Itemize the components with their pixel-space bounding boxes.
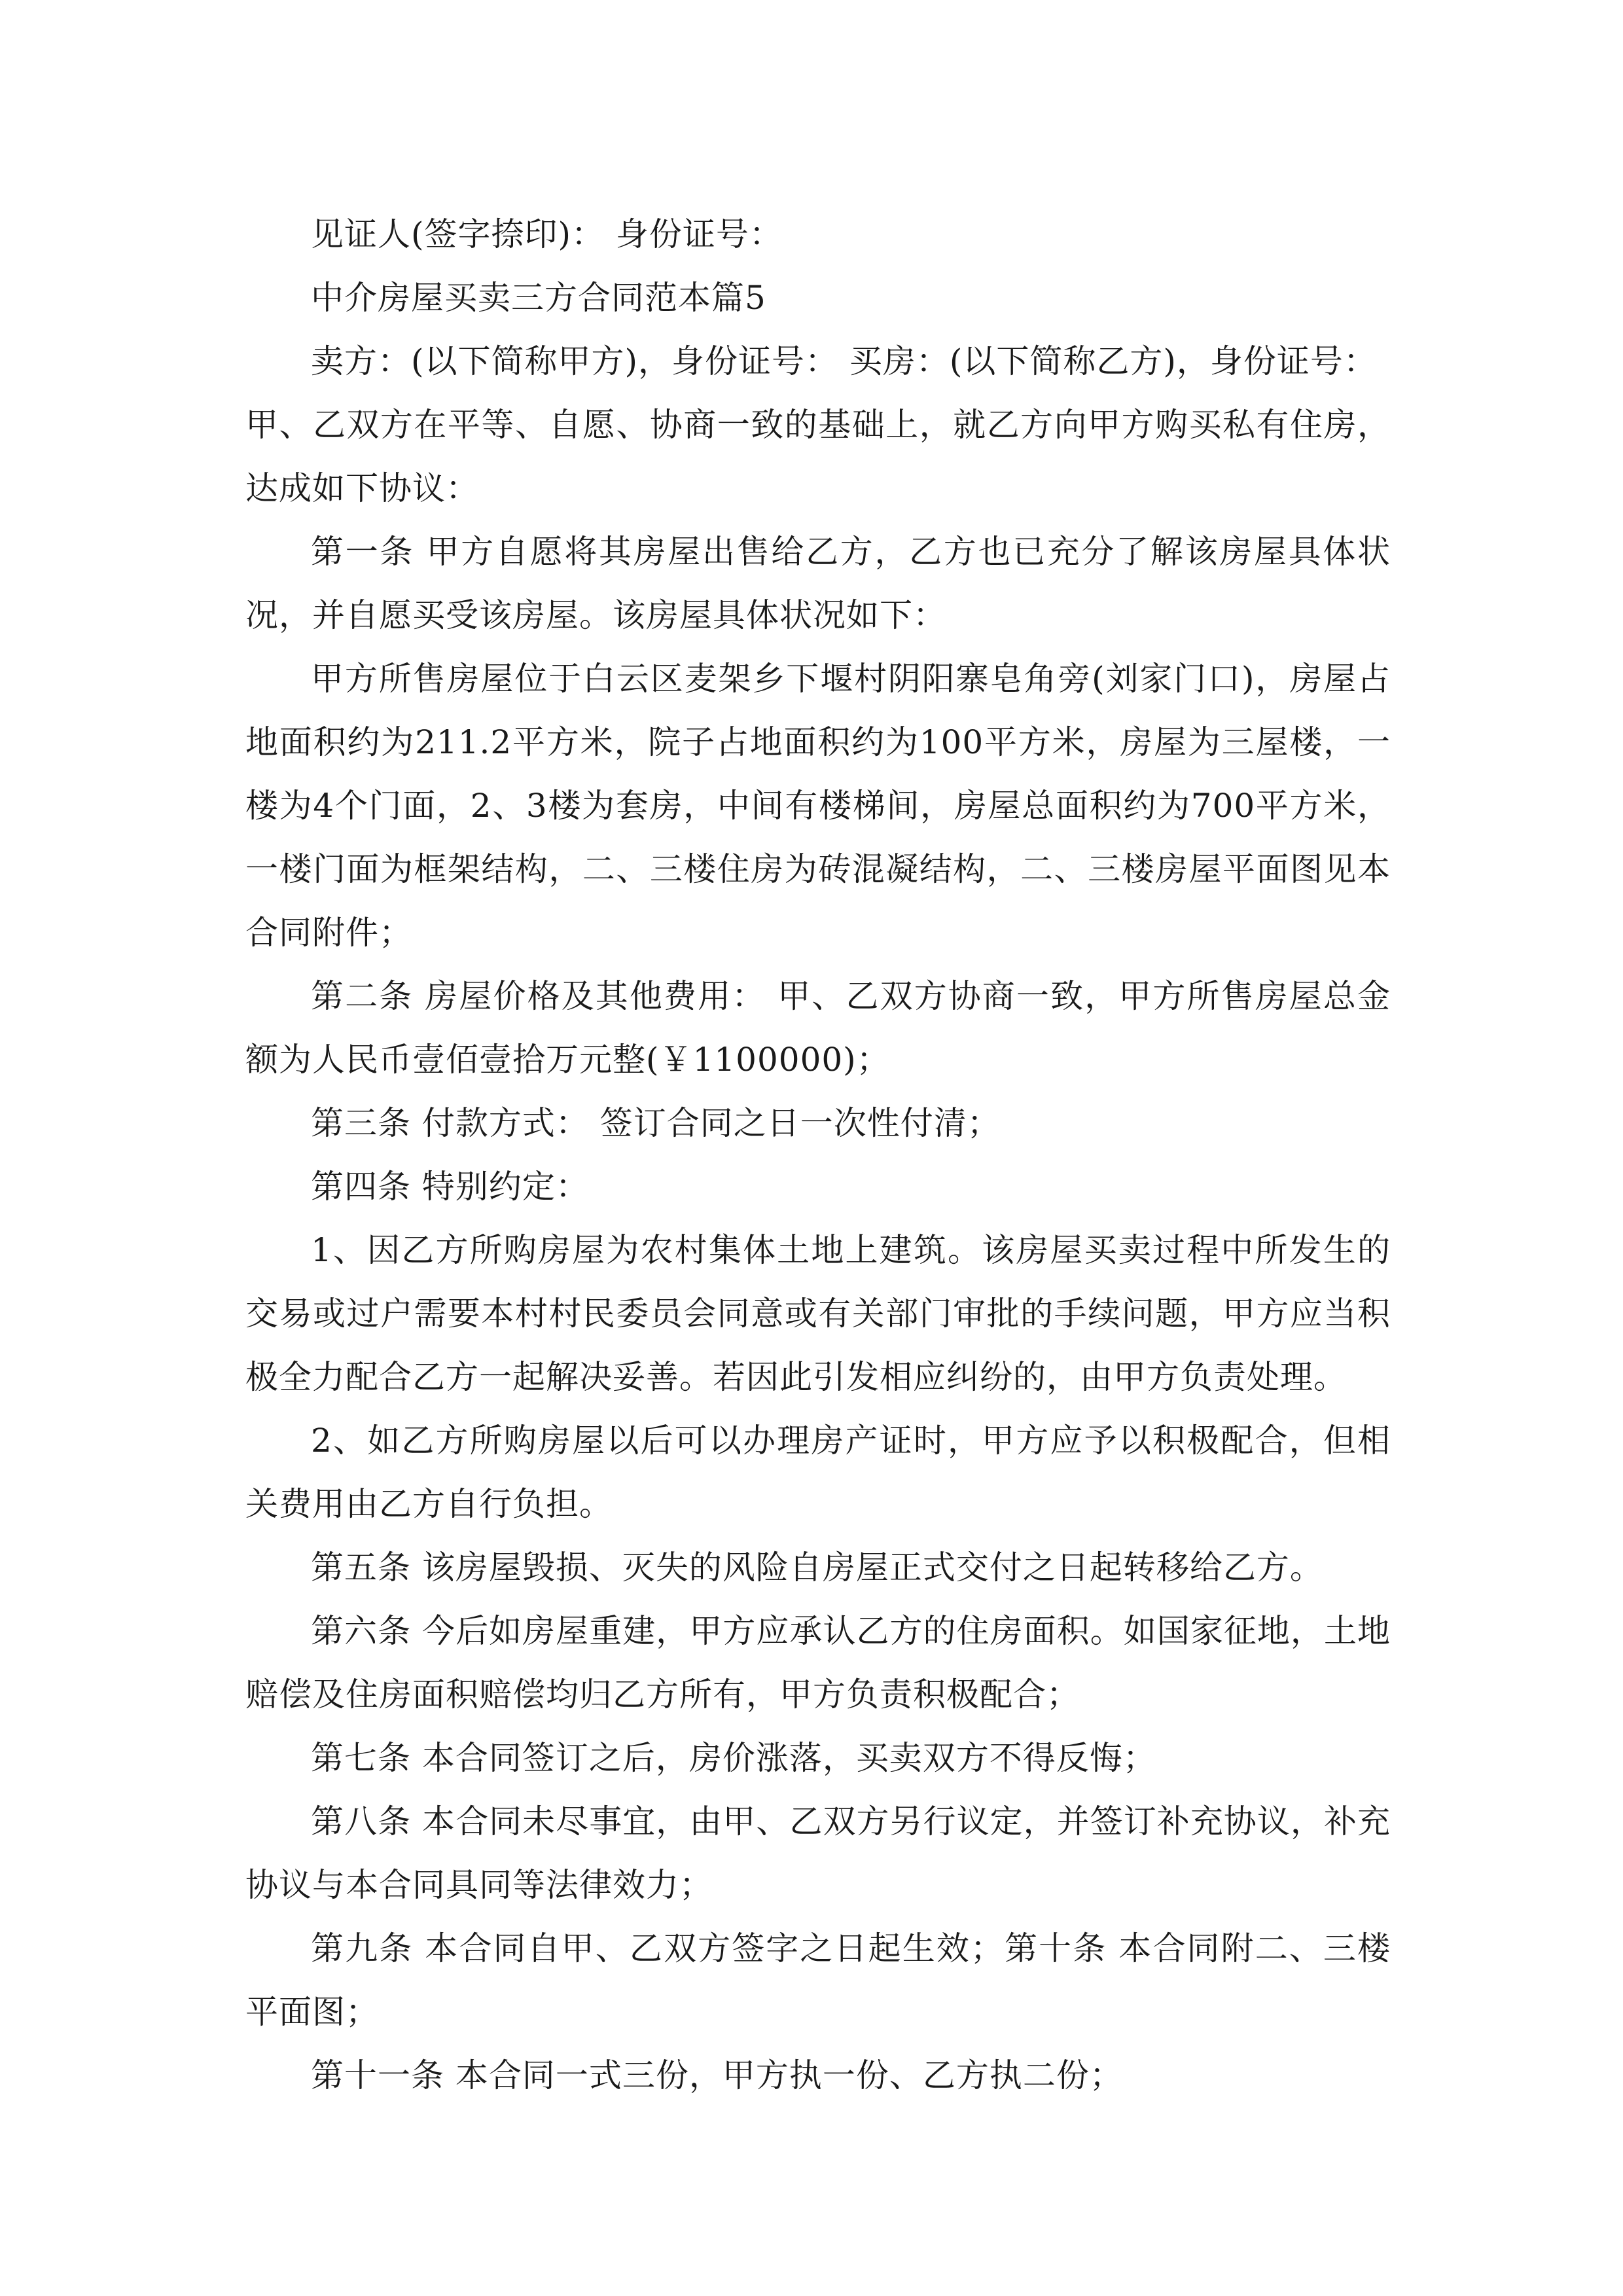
- document-body: [245, 203, 1391, 2108]
- property-description: 甲方所售房屋位于白云区麦架乡下堰村阴阳寨皂角旁(刘家门口)，房屋占地面积约为211.2平方米，院子占地面积约为100平方米，房屋为三屋楼，一楼为4个门面，2、3楼为套房，中间有楼梯间，房屋总面积约为700平方米，一楼门面为框架结构，二、三楼住房为砖混凝结构，二、三楼房屋平面图见本合同附件；: [245, 660, 1391, 952]
- section-title: 中介房屋买卖三方合同范本篇5: [311, 279, 766, 317]
- witness-signature-line: 见证人(签字捺印)： 身份证号：: [311, 215, 783, 253]
- article-1: 第一条 甲方自愿将其房屋出售给乙方，乙方也已充分了解该房屋具体状况，并自愿买受该房屋。该房屋具体状况如下：: [245, 533, 1391, 634]
- article-4-clause-1: 1、因乙方所购房屋为农村集体土地上建筑。该房屋买卖过程中所发生的交易或过户需要本村村民委员会同意或有关部门审批的手续问题，甲方应当积极全力配合乙方一起解决妥善。若因此引发相应纠纷的，由甲方负责处理。: [245, 1231, 1391, 1396]
- article-9-10: 第九条 本合同自甲、乙双方签字之日起生效；第十条 本合同附二、三楼平面图；: [245, 1929, 1391, 2031]
- article-4-clause-2: 2、如乙方所购房屋以后可以办理房产证时，甲方应予以积极配合，但相关费用由乙方自行负担。: [245, 1422, 1391, 1523]
- article-2: 第二条 房屋价格及其他费用： 甲、乙双方协商一致，甲方所售房屋总金额为人民币壹佰壹拾万元整(￥1100000)；: [245, 977, 1391, 1079]
- article-8: 第八条 本合同未尽事宜，由甲、乙双方另行议定，并签订补充协议，补充协议与本合同具同等法律效力；: [245, 1803, 1391, 1904]
- parties-line: 卖方：(以下简称甲方)，身份证号： 买房：(以下简称乙方)，身份证号：: [311, 342, 1377, 380]
- article-11: 第十一条 本合同一式三份，甲方执一份、乙方执二份；: [311, 2056, 1123, 2094]
- article-6: 第六条 今后如房屋重建，甲方应承认乙方的住房面积。如国家征地，土地赔偿及住房面积赔偿均归乙方所有，甲方负责积极配合；: [245, 1612, 1391, 1713]
- preamble-paragraph: 甲、乙双方在平等、自愿、协商一致的基础上，就乙方向甲方购买私有住房，达成如下协议：: [245, 406, 1391, 507]
- article-7: 第七条 本合同签订之后，房价涨落，买卖双方不得反悔；: [311, 1739, 1156, 1777]
- article-3: 第三条 付款方式： 签订合同之日一次性付清；: [311, 1104, 1001, 1142]
- article-5: 第五条 该房屋毁损、灭失的风险自房屋正式交付之日起转移给乙方。: [311, 1549, 1323, 1587]
- article-4: 第四条 特别约定：: [311, 1168, 589, 1206]
